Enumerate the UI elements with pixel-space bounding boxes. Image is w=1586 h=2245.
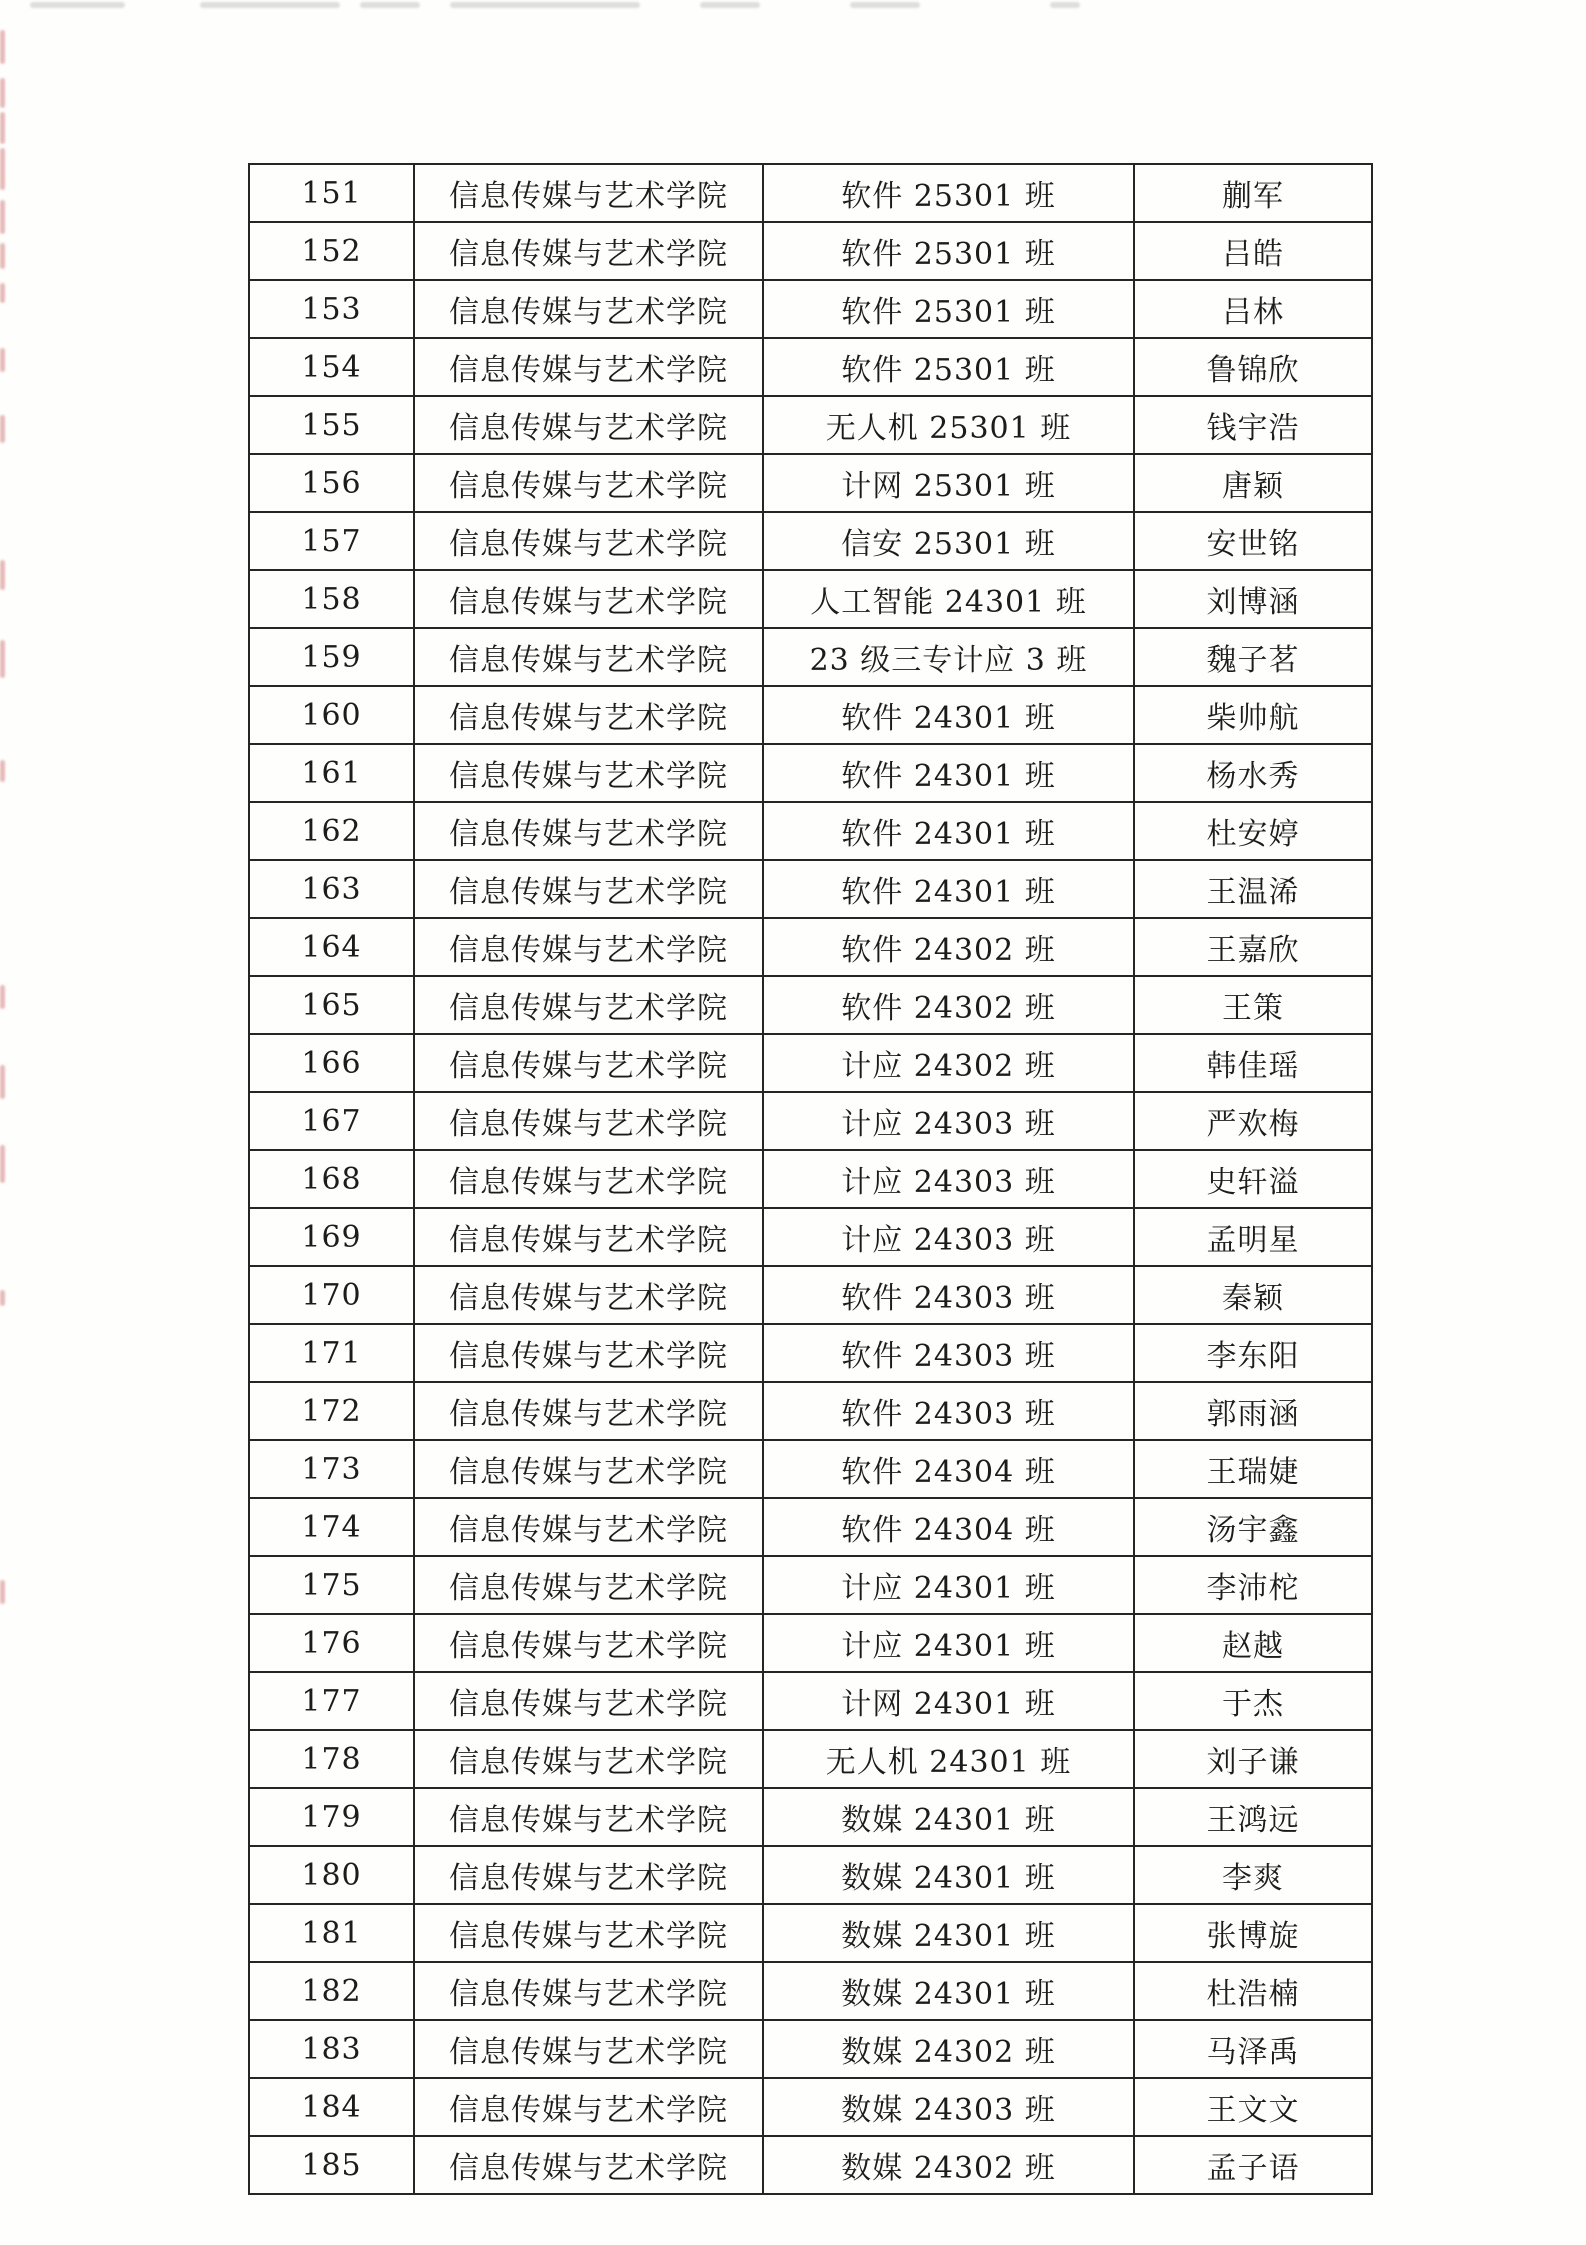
table-row — [249, 686, 1372, 744]
class-name: 计应 24303 班 — [763, 1208, 1134, 1266]
college-name: 信息传媒与艺术学院 — [414, 164, 763, 222]
college-name: 信息传媒与艺术学院 — [414, 860, 763, 918]
college-name: 信息传媒与艺术学院 — [414, 1962, 763, 2020]
student-name: 吕皓 — [1134, 222, 1372, 280]
table-row — [249, 222, 1372, 280]
student-name: 杜安婷 — [1134, 802, 1372, 860]
college-name: 信息传媒与艺术学院 — [414, 1904, 763, 1962]
table-row — [249, 1846, 1372, 1904]
table-row — [249, 744, 1372, 802]
student-name: 王策 — [1134, 976, 1372, 1034]
college-name: 信息传媒与艺术学院 — [414, 1266, 763, 1324]
student-name: 安世铭 — [1134, 512, 1372, 570]
college-name: 信息传媒与艺术学院 — [414, 2020, 763, 2078]
row-number: 181 — [249, 1904, 414, 1962]
table-row — [249, 1730, 1372, 1788]
student-name: 王瑞婕 — [1134, 1440, 1372, 1498]
college-name: 信息传媒与艺术学院 — [414, 1440, 763, 1498]
college-name: 信息传媒与艺术学院 — [414, 512, 763, 570]
row-number: 184 — [249, 2078, 414, 2136]
class-name: 软件 24301 班 — [763, 860, 1134, 918]
table-row — [249, 976, 1372, 1034]
student-name: 王温浠 — [1134, 860, 1372, 918]
row-number: 153 — [249, 280, 414, 338]
table-row — [249, 396, 1372, 454]
table-row — [249, 1556, 1372, 1614]
row-number: 171 — [249, 1324, 414, 1382]
student-name: 秦颖 — [1134, 1266, 1372, 1324]
class-name: 数媒 24301 班 — [763, 1788, 1134, 1846]
class-name: 无人机 25301 班 — [763, 396, 1134, 454]
row-number: 160 — [249, 686, 414, 744]
table-row — [249, 164, 1372, 222]
student-name: 唐颖 — [1134, 454, 1372, 512]
student-table-body — [249, 164, 1372, 2194]
class-name: 计应 24301 班 — [763, 1614, 1134, 1672]
scan-artifact-red — [0, 30, 5, 64]
row-number: 177 — [249, 1672, 414, 1730]
college-name: 信息传媒与艺术学院 — [414, 918, 763, 976]
student-name: 刘子谦 — [1134, 1730, 1372, 1788]
table-row — [249, 1904, 1372, 1962]
scan-artifact-red — [0, 1290, 5, 1306]
scan-artifact-red — [0, 348, 5, 372]
student-name: 郭雨涵 — [1134, 1382, 1372, 1440]
college-name: 信息传媒与艺术学院 — [414, 1208, 763, 1266]
class-name: 软件 24304 班 — [763, 1440, 1134, 1498]
class-name: 23 级三专计应 3 班 — [763, 628, 1134, 686]
row-number: 155 — [249, 396, 414, 454]
student-name: 李沛柁 — [1134, 1556, 1372, 1614]
scan-artifact-gray — [450, 2, 640, 8]
scan-artifact-red — [0, 200, 5, 234]
scan-artifact-red — [0, 1145, 5, 1183]
student-name: 王鸿远 — [1134, 1788, 1372, 1846]
scan-artifact-red — [0, 148, 5, 190]
class-name: 软件 24301 班 — [763, 686, 1134, 744]
row-number: 172 — [249, 1382, 414, 1440]
row-number: 152 — [249, 222, 414, 280]
student-name: 蒯军 — [1134, 164, 1372, 222]
student-name: 史轩溢 — [1134, 1150, 1372, 1208]
class-name: 数媒 24301 班 — [763, 1904, 1134, 1962]
row-number: 175 — [249, 1556, 414, 1614]
row-number: 174 — [249, 1498, 414, 1556]
scan-artifact-red — [0, 760, 5, 782]
class-name: 软件 24303 班 — [763, 1382, 1134, 1440]
college-name: 信息传媒与艺术学院 — [414, 2078, 763, 2136]
table-row — [249, 918, 1372, 976]
class-name: 计应 24303 班 — [763, 1150, 1134, 1208]
student-name: 刘博涵 — [1134, 570, 1372, 628]
table-row — [249, 628, 1372, 686]
table-row — [249, 2136, 1372, 2194]
row-number: 162 — [249, 802, 414, 860]
student-name: 孟子语 — [1134, 2136, 1372, 2194]
table-row — [249, 1788, 1372, 1846]
table-row — [249, 802, 1372, 860]
row-number: 165 — [249, 976, 414, 1034]
table-row — [249, 280, 1372, 338]
scan-artifact-gray — [360, 2, 420, 8]
class-name: 数媒 24302 班 — [763, 2020, 1134, 2078]
student-name: 孟明星 — [1134, 1208, 1372, 1266]
row-number: 183 — [249, 2020, 414, 2078]
row-number: 156 — [249, 454, 414, 512]
row-number: 163 — [249, 860, 414, 918]
row-number: 169 — [249, 1208, 414, 1266]
scan-artifact-red — [0, 112, 5, 144]
class-name: 人工智能 24301 班 — [763, 570, 1134, 628]
class-name: 软件 24301 班 — [763, 744, 1134, 802]
student-name: 于杰 — [1134, 1672, 1372, 1730]
table-row — [249, 1440, 1372, 1498]
college-name: 信息传媒与艺术学院 — [414, 1034, 763, 1092]
table-row — [249, 1150, 1372, 1208]
class-name: 软件 24302 班 — [763, 918, 1134, 976]
college-name: 信息传媒与艺术学院 — [414, 570, 763, 628]
college-name: 信息传媒与艺术学院 — [414, 2136, 763, 2194]
college-name: 信息传媒与艺术学院 — [414, 976, 763, 1034]
student-name: 马泽禹 — [1134, 2020, 1372, 2078]
table-row — [249, 1324, 1372, 1382]
table-row — [249, 2020, 1372, 2078]
college-name: 信息传媒与艺术学院 — [414, 744, 763, 802]
class-name: 软件 25301 班 — [763, 338, 1134, 396]
row-number: 176 — [249, 1614, 414, 1672]
table-row — [249, 454, 1372, 512]
class-name: 无人机 24301 班 — [763, 1730, 1134, 1788]
table-row — [249, 570, 1372, 628]
row-number: 159 — [249, 628, 414, 686]
college-name: 信息传媒与艺术学院 — [414, 222, 763, 280]
scan-artifact-gray — [700, 2, 760, 8]
scan-artifact-red — [0, 1065, 5, 1099]
student-name: 李爽 — [1134, 1846, 1372, 1904]
college-name: 信息传媒与艺术学院 — [414, 1150, 763, 1208]
class-name: 软件 25301 班 — [763, 222, 1134, 280]
college-name: 信息传媒与艺术学院 — [414, 628, 763, 686]
college-name: 信息传媒与艺术学院 — [414, 396, 763, 454]
college-name: 信息传媒与艺术学院 — [414, 1382, 763, 1440]
table-row — [249, 1092, 1372, 1150]
student-name: 吕林 — [1134, 280, 1372, 338]
row-number: 158 — [249, 570, 414, 628]
scan-artifact-red — [0, 1580, 5, 1604]
student-name: 严欢梅 — [1134, 1092, 1372, 1150]
college-name: 信息传媒与艺术学院 — [414, 1788, 763, 1846]
row-number: 170 — [249, 1266, 414, 1324]
scan-artifact-red — [0, 640, 5, 678]
scan-artifact-red — [0, 78, 5, 108]
student-name: 韩佳瑶 — [1134, 1034, 1372, 1092]
college-name: 信息传媒与艺术学院 — [414, 338, 763, 396]
class-name: 信安 25301 班 — [763, 512, 1134, 570]
table-row — [249, 1672, 1372, 1730]
college-name: 信息传媒与艺术学院 — [414, 1846, 763, 1904]
student-name: 魏子茗 — [1134, 628, 1372, 686]
student-name: 钱宇浩 — [1134, 396, 1372, 454]
table-row — [249, 2078, 1372, 2136]
college-name: 信息传媒与艺术学院 — [414, 1498, 763, 1556]
class-name: 计应 24303 班 — [763, 1092, 1134, 1150]
college-name: 信息传媒与艺术学院 — [414, 1730, 763, 1788]
table-row — [249, 512, 1372, 570]
table-row — [249, 1498, 1372, 1556]
table-row — [249, 1614, 1372, 1672]
student-name: 王嘉欣 — [1134, 918, 1372, 976]
row-number: 167 — [249, 1092, 414, 1150]
student-name: 鲁锦欣 — [1134, 338, 1372, 396]
table-row — [249, 1266, 1372, 1324]
scan-artifact-gray — [1050, 2, 1080, 8]
student-name: 王文文 — [1134, 2078, 1372, 2136]
scan-artifact-red — [0, 243, 5, 269]
college-name: 信息传媒与艺术学院 — [414, 280, 763, 338]
table-row — [249, 1962, 1372, 2020]
class-name: 数媒 24301 班 — [763, 1846, 1134, 1904]
class-name: 数媒 24303 班 — [763, 2078, 1134, 2136]
scan-artifact-gray — [30, 2, 125, 8]
row-number: 178 — [249, 1730, 414, 1788]
row-number: 168 — [249, 1150, 414, 1208]
student-roster-table — [248, 163, 1373, 2195]
college-name: 信息传媒与艺术学院 — [414, 1092, 763, 1150]
class-name: 软件 25301 班 — [763, 280, 1134, 338]
row-number: 182 — [249, 1962, 414, 2020]
row-number: 154 — [249, 338, 414, 396]
row-number: 179 — [249, 1788, 414, 1846]
row-number: 185 — [249, 2136, 414, 2194]
row-number: 166 — [249, 1034, 414, 1092]
row-number: 180 — [249, 1846, 414, 1904]
student-name: 李东阳 — [1134, 1324, 1372, 1382]
row-number: 157 — [249, 512, 414, 570]
scan-artifact-red — [0, 985, 5, 1009]
class-name: 软件 24304 班 — [763, 1498, 1134, 1556]
row-number: 173 — [249, 1440, 414, 1498]
scan-artifact-red — [0, 283, 5, 303]
class-name: 软件 24303 班 — [763, 1266, 1134, 1324]
college-name: 信息传媒与艺术学院 — [414, 1324, 763, 1382]
row-number: 164 — [249, 918, 414, 976]
scan-artifact-gray — [200, 2, 340, 8]
student-name: 张博旋 — [1134, 1904, 1372, 1962]
college-name: 信息传媒与艺术学院 — [414, 686, 763, 744]
class-name: 软件 24303 班 — [763, 1324, 1134, 1382]
class-name: 数媒 24302 班 — [763, 2136, 1134, 2194]
table-row — [249, 1382, 1372, 1440]
scan-artifact-red — [0, 560, 5, 590]
college-name: 信息传媒与艺术学院 — [414, 454, 763, 512]
table-row — [249, 338, 1372, 396]
college-name: 信息传媒与艺术学院 — [414, 1672, 763, 1730]
student-name: 赵越 — [1134, 1614, 1372, 1672]
scan-artifact-red — [0, 415, 5, 443]
table-row — [249, 860, 1372, 918]
student-name: 柴帅航 — [1134, 686, 1372, 744]
class-name: 数媒 24301 班 — [763, 1962, 1134, 2020]
student-name: 杜浩楠 — [1134, 1962, 1372, 2020]
table-row — [249, 1208, 1372, 1266]
scan-artifact-gray — [850, 2, 920, 8]
table-row — [249, 1034, 1372, 1092]
class-name: 计网 25301 班 — [763, 454, 1134, 512]
row-number: 161 — [249, 744, 414, 802]
class-name: 软件 24301 班 — [763, 802, 1134, 860]
row-number: 151 — [249, 164, 414, 222]
student-name: 杨水秀 — [1134, 744, 1372, 802]
class-name: 软件 25301 班 — [763, 164, 1134, 222]
college-name: 信息传媒与艺术学院 — [414, 802, 763, 860]
college-name: 信息传媒与艺术学院 — [414, 1614, 763, 1672]
class-name: 计应 24302 班 — [763, 1034, 1134, 1092]
college-name: 信息传媒与艺术学院 — [414, 1556, 763, 1614]
class-name: 软件 24302 班 — [763, 976, 1134, 1034]
class-name: 计网 24301 班 — [763, 1672, 1134, 1730]
student-name: 汤宇鑫 — [1134, 1498, 1372, 1556]
class-name: 计应 24301 班 — [763, 1556, 1134, 1614]
